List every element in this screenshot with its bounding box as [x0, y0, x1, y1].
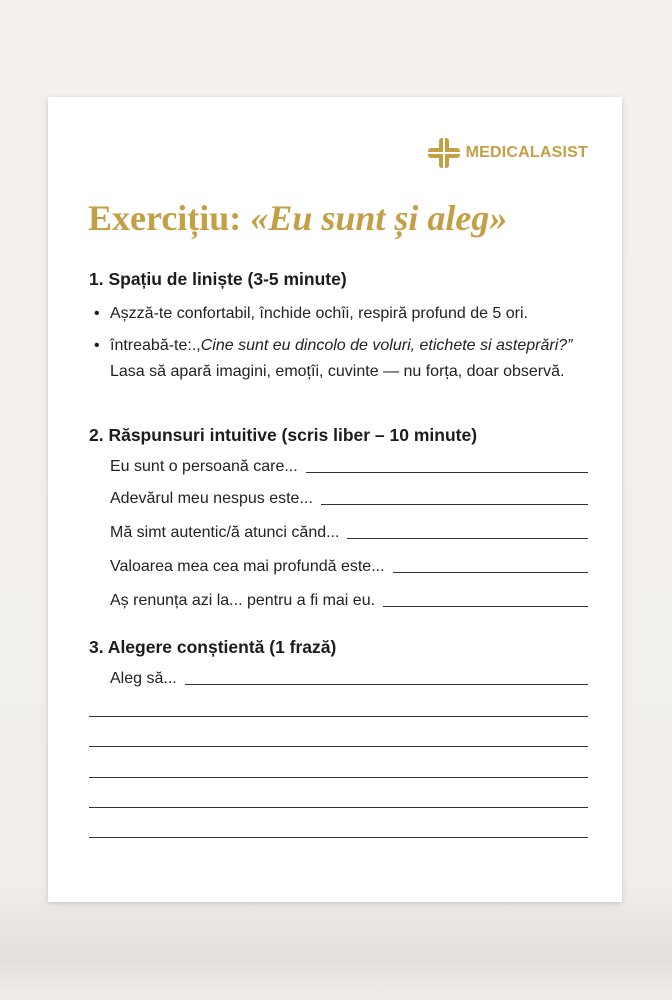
bullet-tail: Lasa să apară imagini, emoțîi, cuvinte — nu forța, doar observă. [110, 363, 565, 380]
page-title [88, 197, 507, 239]
answer-prompt: Eu sunt o persoană care... [110, 458, 298, 475]
answer-line[interactable] [383, 605, 588, 607]
answer-row [110, 487, 588, 509]
answer-row [110, 589, 588, 611]
writing-line[interactable] [89, 746, 588, 747]
bullet-text: Așzză-te confortabil, închide ochîi, respiră profund de 5 ori. [110, 305, 528, 322]
answer-line[interactable] [321, 503, 588, 505]
answer-prompt: Valoarea mea cea mai profundă este... [110, 558, 385, 575]
answer-line[interactable] [306, 471, 588, 473]
answer-row [110, 521, 588, 543]
section-1-heading: 1. Spațiu de liniște (3-5 minute) [89, 269, 347, 289]
worksheet-card [48, 97, 622, 902]
writing-line[interactable] [89, 716, 588, 717]
medical-cross-icon [428, 138, 460, 168]
bullet-text [110, 333, 588, 385]
writing-line[interactable] [89, 777, 588, 778]
answer-prompt: Adevărul meu nespus este... [110, 490, 313, 507]
bullet-item: • întreabă-te:.,Cine sunt eu dincolo de voluri, etichete si asteprări?” Lasa să apară imagini, emoțîi, cuvinte — nu forța, doar observă. [94, 333, 588, 385]
title-prefix: Exercițiu: [88, 198, 251, 238]
choice-row [110, 667, 588, 689]
answer-prompt: Mă simt autentic/ă atunci cănd... [110, 524, 340, 541]
answer-row [110, 555, 588, 577]
choice-line[interactable] [185, 683, 588, 685]
bullet-item: • Așzză-te confortabil, închide ochîi, respiră profund de 5 ori. [94, 301, 588, 327]
answer-row [110, 455, 588, 477]
section-2-heading: 2. Răspunsuri intuitive (scris liber – 10 minute) [89, 425, 478, 445]
writing-line[interactable] [89, 807, 588, 808]
bullet-lead: întreabă-te:., [110, 337, 201, 354]
answer-prompt: Aș renunța azi la... pentru a fi mai eu. [110, 592, 376, 609]
answer-line[interactable] [347, 537, 588, 539]
bullet-question: Cine sunt eu dincolo de voluri, etichete si asteprări?” [200, 337, 573, 354]
writing-line[interactable] [89, 837, 588, 838]
choice-prompt: Aleg să... [110, 670, 177, 687]
section-3-heading: 3. Alegere conștientă (1 frază) [89, 637, 337, 657]
title-quote: «Eu sunt și aleg» [250, 198, 508, 238]
brand-name: MEDICALASIST [465, 144, 588, 161]
brand-logo [428, 138, 588, 168]
answer-line[interactable] [393, 571, 588, 573]
